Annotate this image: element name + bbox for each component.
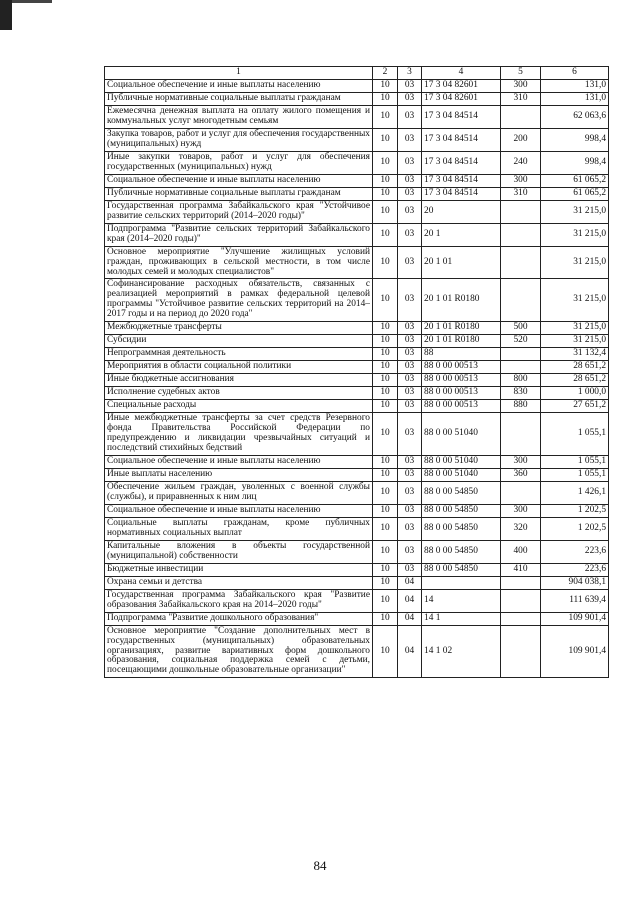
table-row	[105, 468, 609, 481]
row-amount: 31 215,0	[541, 322, 609, 335]
row-subsection: 03	[398, 151, 422, 174]
row-target-article: 20 1 01	[422, 246, 501, 279]
row-target-article: 88 0 00 00513	[422, 374, 501, 387]
table-row	[105, 400, 609, 413]
row-subsection: 04	[398, 612, 422, 625]
row-subsection: 03	[398, 517, 422, 540]
row-amount: 61 065,2	[541, 174, 609, 187]
table-row	[105, 481, 609, 504]
row-name: Охрана семьи и детства	[105, 576, 373, 589]
row-amount: 998,4	[541, 151, 609, 174]
row-subsection: 04	[398, 625, 422, 678]
row-name: Иные бюджетные ассигнования	[105, 374, 373, 387]
row-target-article: 17 3 04 84514	[422, 174, 501, 187]
row-target-article: 17 3 04 82601	[422, 80, 501, 93]
row-amount: 109 901,4	[541, 612, 609, 625]
row-amount: 27 651,2	[541, 400, 609, 413]
budget-table	[104, 66, 609, 678]
table-row	[105, 374, 609, 387]
row-name: Исполнение судебных актов	[105, 387, 373, 400]
row-amount: 998,4	[541, 128, 609, 151]
row-expense-type: 310	[501, 187, 541, 200]
row-name: Социальные выплаты гражданам, кроме публичных нормативных социальных выплат	[105, 517, 373, 540]
row-expense-type: 800	[501, 374, 541, 387]
row-section: 10	[373, 504, 398, 517]
row-amount: 1 055,1	[541, 456, 609, 469]
row-section: 10	[373, 576, 398, 589]
row-subsection: 03	[398, 456, 422, 469]
table-row	[105, 348, 609, 361]
table-row	[105, 187, 609, 200]
table-row	[105, 105, 609, 128]
row-amount: 131,0	[541, 80, 609, 93]
row-subsection: 03	[398, 374, 422, 387]
row-name: Подпрограмма "Развитие сельских территорий Забайкальского края (2014–2020 годы)"	[105, 223, 373, 246]
row-target-article: 88 0 00 51040	[422, 468, 501, 481]
row-section: 10	[373, 612, 398, 625]
row-name: Социальное обеспечение и иные выплаты населению	[105, 504, 373, 517]
header-cell-name: 1	[105, 67, 373, 80]
row-section: 10	[373, 625, 398, 678]
row-subsection: 03	[398, 335, 422, 348]
table-row	[105, 504, 609, 517]
row-amount: 31 215,0	[541, 279, 609, 322]
row-name: Обеспечение жильем граждан, уволенных с военной службы (службы), и приравненных к ним лиц	[105, 481, 373, 504]
row-expense-type: 500	[501, 322, 541, 335]
row-name: Иные выплаты населению	[105, 468, 373, 481]
row-target-article: 88 0 00 54850	[422, 504, 501, 517]
row-target-article: 14 1	[422, 612, 501, 625]
row-name: Основное мероприятие "Создание дополнительных мест в государственных (муниципальных) образовательных организациях, развитие вариативных форм дошкольного образования, социальная поддержка семей с детьми, посещающими дошкольные образовательные организации"	[105, 625, 373, 678]
row-expense-type: 400	[501, 540, 541, 563]
row-amount: 62 063,6	[541, 105, 609, 128]
row-target-article: 17 3 04 82601	[422, 92, 501, 105]
row-amount: 28 651,2	[541, 374, 609, 387]
table-row	[105, 576, 609, 589]
row-section: 10	[373, 468, 398, 481]
row-name: Бюджетные инвестиции	[105, 563, 373, 576]
row-section: 10	[373, 80, 398, 93]
row-expense-type: 880	[501, 400, 541, 413]
row-target-article: 88	[422, 348, 501, 361]
row-section: 10	[373, 187, 398, 200]
row-name: Капитальные вложения в объекты государственной (муниципальной) собственности	[105, 540, 373, 563]
row-target-article: 20	[422, 200, 501, 223]
row-name: Основное мероприятие "Улучшение жилищных условий граждан, проживающих в сельской местности, в том числе молодых семей и молодых специалистов"	[105, 246, 373, 279]
row-target-article: 20 1	[422, 223, 501, 246]
header-cell-target-article: 4	[422, 67, 501, 80]
row-expense-type	[501, 413, 541, 456]
row-expense-type	[501, 348, 541, 361]
row-target-article: 20 1 01 R0180	[422, 335, 501, 348]
row-name: Иные межбюджетные трансферты за счет средств Резервного фонда Правительства Российской Федерации по предупреждению и ликвидации чрезвычайных ситуаций и последствий стихийных бедствий	[105, 413, 373, 456]
row-subsection: 03	[398, 413, 422, 456]
row-expense-type: 300	[501, 174, 541, 187]
row-subsection: 03	[398, 400, 422, 413]
row-expense-type	[501, 589, 541, 612]
row-name: Социальное обеспечение и иные выплаты населению	[105, 456, 373, 469]
row-amount: 31 215,0	[541, 223, 609, 246]
table-row	[105, 413, 609, 456]
row-name: Подпрограмма "Развитие дошкольного образования"	[105, 612, 373, 625]
row-amount: 111 639,4	[541, 589, 609, 612]
header-row	[105, 67, 609, 80]
row-subsection: 04	[398, 576, 422, 589]
row-subsection: 03	[398, 361, 422, 374]
row-expense-type: 240	[501, 151, 541, 174]
row-target-article: 88 0 00 51040	[422, 456, 501, 469]
row-section: 10	[373, 374, 398, 387]
row-section: 10	[373, 456, 398, 469]
row-name: Публичные нормативные социальные выплаты гражданам	[105, 187, 373, 200]
row-subsection: 03	[398, 504, 422, 517]
row-name: Непрограммная деятельность	[105, 348, 373, 361]
row-section: 10	[373, 589, 398, 612]
row-expense-type	[501, 200, 541, 223]
row-target-article: 88 0 00 54850	[422, 517, 501, 540]
row-expense-type: 520	[501, 335, 541, 348]
row-expense-type: 830	[501, 387, 541, 400]
row-expense-type	[501, 279, 541, 322]
row-target-article: 88 0 00 54850	[422, 563, 501, 576]
row-name: Мероприятия в области социальной политики	[105, 361, 373, 374]
row-subsection: 04	[398, 589, 422, 612]
row-section: 10	[373, 563, 398, 576]
table-row	[105, 151, 609, 174]
row-expense-type: 360	[501, 468, 541, 481]
row-subsection: 03	[398, 540, 422, 563]
row-amount: 131,0	[541, 92, 609, 105]
table-row	[105, 92, 609, 105]
row-subsection: 03	[398, 128, 422, 151]
row-amount: 31 132,4	[541, 348, 609, 361]
row-subsection: 03	[398, 348, 422, 361]
row-expense-type: 200	[501, 128, 541, 151]
page-number: 84	[313, 858, 327, 873]
row-section: 10	[373, 400, 398, 413]
row-subsection: 03	[398, 246, 422, 279]
row-section: 10	[373, 413, 398, 456]
row-amount: 1 426,1	[541, 481, 609, 504]
table-row	[105, 625, 609, 678]
row-target-article: 88 0 00 54850	[422, 481, 501, 504]
row-section: 10	[373, 105, 398, 128]
row-section: 10	[373, 348, 398, 361]
table-row	[105, 279, 609, 322]
table-row	[105, 589, 609, 612]
row-amount: 1 202,5	[541, 517, 609, 540]
row-amount: 223,6	[541, 563, 609, 576]
row-target-article: 88 0 00 51040	[422, 413, 501, 456]
row-target-article: 88 0 00 00513	[422, 387, 501, 400]
row-name: Социальное обеспечение и иные выплаты населению	[105, 174, 373, 187]
row-name: Иные закупки товаров, работ и услуг для обеспечения государственных (муниципальных) нужд	[105, 151, 373, 174]
row-section: 10	[373, 387, 398, 400]
header-cell-section: 2	[373, 67, 398, 80]
row-amount: 28 651,2	[541, 361, 609, 374]
row-subsection: 03	[398, 468, 422, 481]
row-target-article: 20 1 01 R0180	[422, 322, 501, 335]
row-amount: 109 901,4	[541, 625, 609, 678]
row-subsection: 03	[398, 187, 422, 200]
row-amount: 31 215,0	[541, 246, 609, 279]
row-amount: 1 055,1	[541, 468, 609, 481]
row-target-article: 14 1 02	[422, 625, 501, 678]
table-row	[105, 223, 609, 246]
row-name: Межбюджетные трансферты	[105, 322, 373, 335]
scan-edge-line	[12, 0, 52, 3]
row-amount: 904 038,1	[541, 576, 609, 589]
row-amount: 1 055,1	[541, 413, 609, 456]
row-section: 10	[373, 279, 398, 322]
row-section: 10	[373, 151, 398, 174]
row-expense-type	[501, 576, 541, 589]
row-subsection: 03	[398, 105, 422, 128]
row-amount: 61 065,2	[541, 187, 609, 200]
table-row	[105, 387, 609, 400]
row-section: 10	[373, 128, 398, 151]
row-expense-type	[501, 361, 541, 374]
table-row	[105, 128, 609, 151]
row-name: Социальное обеспечение и иные выплаты населению	[105, 80, 373, 93]
row-expense-type	[501, 223, 541, 246]
header-cell-expense-type: 5	[501, 67, 541, 80]
row-section: 10	[373, 481, 398, 504]
row-name: Ежемесячна денежная выплата на оплату жилого помещения и коммунальных услуг многодетным семьям	[105, 105, 373, 128]
row-target-article: 88 0 00 00513	[422, 361, 501, 374]
row-target-article: 88 0 00 54850	[422, 540, 501, 563]
table-row	[105, 563, 609, 576]
row-section: 10	[373, 200, 398, 223]
row-expense-type	[501, 246, 541, 279]
row-expense-type: 300	[501, 456, 541, 469]
row-subsection: 03	[398, 92, 422, 105]
row-amount: 1 202,5	[541, 504, 609, 517]
row-subsection: 03	[398, 322, 422, 335]
row-expense-type	[501, 105, 541, 128]
table-row	[105, 612, 609, 625]
table-row	[105, 246, 609, 279]
row-section: 10	[373, 361, 398, 374]
row-name: Государственная программа Забайкальского края "Устойчивое развитие сельских территорий (2014–2020 годы)"	[105, 200, 373, 223]
table-row	[105, 540, 609, 563]
row-target-article: 17 3 04 84514	[422, 128, 501, 151]
header-cell-amount: 6	[541, 67, 609, 80]
row-name: Субсидии	[105, 335, 373, 348]
row-subsection: 03	[398, 279, 422, 322]
row-name: Специальные расходы	[105, 400, 373, 413]
table-row	[105, 335, 609, 348]
row-section: 10	[373, 322, 398, 335]
table-row	[105, 174, 609, 187]
table-row	[105, 361, 609, 374]
table-row	[105, 517, 609, 540]
row-target-article: 14	[422, 589, 501, 612]
row-subsection: 03	[398, 387, 422, 400]
row-target-article: 17 3 04 84514	[422, 151, 501, 174]
row-subsection: 03	[398, 223, 422, 246]
row-section: 10	[373, 92, 398, 105]
row-subsection: 03	[398, 200, 422, 223]
row-section: 10	[373, 335, 398, 348]
row-subsection: 03	[398, 563, 422, 576]
row-expense-type: 320	[501, 517, 541, 540]
row-amount: 223,6	[541, 540, 609, 563]
table-row	[105, 322, 609, 335]
row-amount: 1 000,0	[541, 387, 609, 400]
row-amount: 31 215,0	[541, 200, 609, 223]
row-section: 10	[373, 174, 398, 187]
header-cell-subsection: 3	[398, 67, 422, 80]
table-row	[105, 80, 609, 93]
row-target-article: 20 1 01 R0180	[422, 279, 501, 322]
row-expense-type: 310	[501, 92, 541, 105]
row-target-article	[422, 576, 501, 589]
row-name: Закупка товаров, работ и услуг для обеспечения государственных (муниципальных) нужд	[105, 128, 373, 151]
row-target-article: 17 3 04 84514	[422, 105, 501, 128]
row-target-article: 88 0 00 00513	[422, 400, 501, 413]
row-name: Государственная программа Забайкальского края "Развитие образования Забайкальского края на 2014–2020 годы"	[105, 589, 373, 612]
row-target-article: 17 3 04 84514	[422, 187, 501, 200]
table-row	[105, 200, 609, 223]
scan-edge-mark	[0, 0, 12, 30]
row-section: 10	[373, 517, 398, 540]
row-name: Софинансирование расходных обязательств, связанных с реализацией мероприятий в рамках федеральной целевой программы "Устойчивое развитие сельских территорий на 2014–2017 годы и на период до 2020 года"	[105, 279, 373, 322]
row-name: Публичные нормативные социальные выплаты гражданам	[105, 92, 373, 105]
row-amount: 31 215,0	[541, 335, 609, 348]
row-subsection: 03	[398, 80, 422, 93]
row-subsection: 03	[398, 174, 422, 187]
row-section: 10	[373, 246, 398, 279]
row-subsection: 03	[398, 481, 422, 504]
row-expense-type: 410	[501, 563, 541, 576]
row-expense-type: 300	[501, 80, 541, 93]
row-expense-type	[501, 481, 541, 504]
row-expense-type: 300	[501, 504, 541, 517]
row-expense-type	[501, 612, 541, 625]
row-expense-type	[501, 625, 541, 678]
row-section: 10	[373, 540, 398, 563]
table-row	[105, 456, 609, 469]
row-section: 10	[373, 223, 398, 246]
